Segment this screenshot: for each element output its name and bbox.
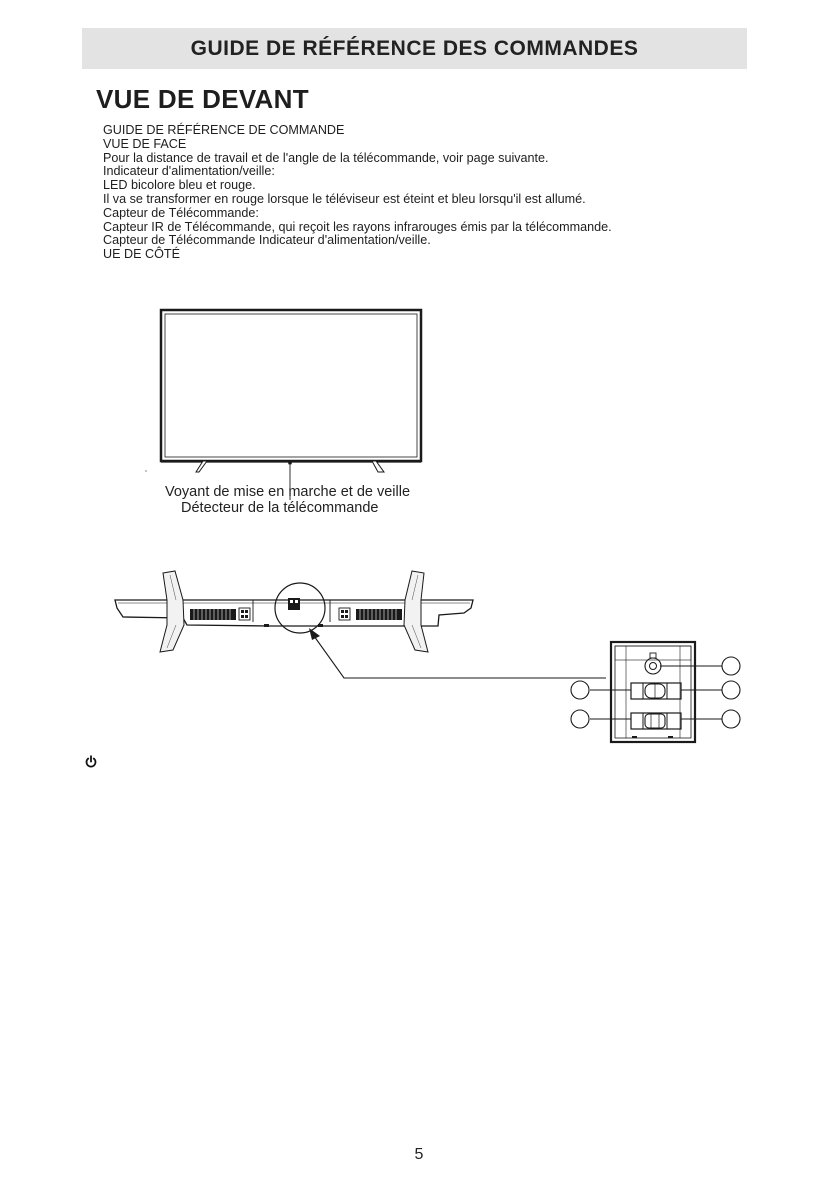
tv-front-view — [145, 310, 421, 500]
tv-front-sensor — [288, 461, 292, 465]
callout-circle-left-1 — [571, 681, 589, 699]
power-icon — [84, 755, 98, 769]
tv-front-frame — [161, 310, 421, 461]
arrow-icon — [309, 628, 320, 640]
body-line: Capteur de Télécommande Indicateur d'alimentation/veille. — [103, 233, 431, 248]
label-remote-sensor: Détecteur de la télécommande — [181, 500, 379, 516]
page-header-title: GUIDE DE RÉFÉRENCE DES COMMANDES — [190, 36, 639, 60]
zoom-connector — [309, 628, 606, 678]
body-line: LED bicolore bleu et rouge. — [103, 178, 256, 193]
tv-bottom-view — [115, 571, 473, 652]
body-line: Il va se transformer en rouge lorsque le téléviseur est éteint et bleu lorsqu'il est allumé. — [103, 191, 586, 206]
control-panel-detail — [571, 642, 740, 742]
callout-circle-right-3 — [722, 710, 740, 728]
page-number: 5 — [414, 1146, 424, 1163]
body-line: GUIDE DE RÉFÉRENCE DE COMMANDE — [103, 123, 345, 137]
callout-circle-right-2 — [722, 681, 740, 699]
body-line: Capteur de Télécommande: — [103, 205, 259, 220]
body-line: Capteur IR de Télécommande, qui reçoit les rayons infrarouges émis par la télécommande. — [103, 219, 612, 234]
callout-circle-left-2 — [571, 710, 589, 728]
tv-front-leg-left — [196, 461, 207, 472]
body-line: UE DE CÔTÉ — [103, 247, 180, 262]
callout-circle-right-1 — [722, 657, 740, 675]
body-line: VUE DE FACE — [103, 136, 187, 151]
tv-front-leg-right — [372, 461, 384, 472]
section-title: VUE DE DEVANT — [96, 84, 309, 114]
label-power-led: Voyant de mise en marche et de veille — [165, 484, 411, 500]
body-line: Pour la distance de travail et de l'angle de la télécommande, voir page suivante. — [103, 150, 549, 165]
body-line: Indicateur d'alimentation/veille: — [103, 164, 275, 179]
